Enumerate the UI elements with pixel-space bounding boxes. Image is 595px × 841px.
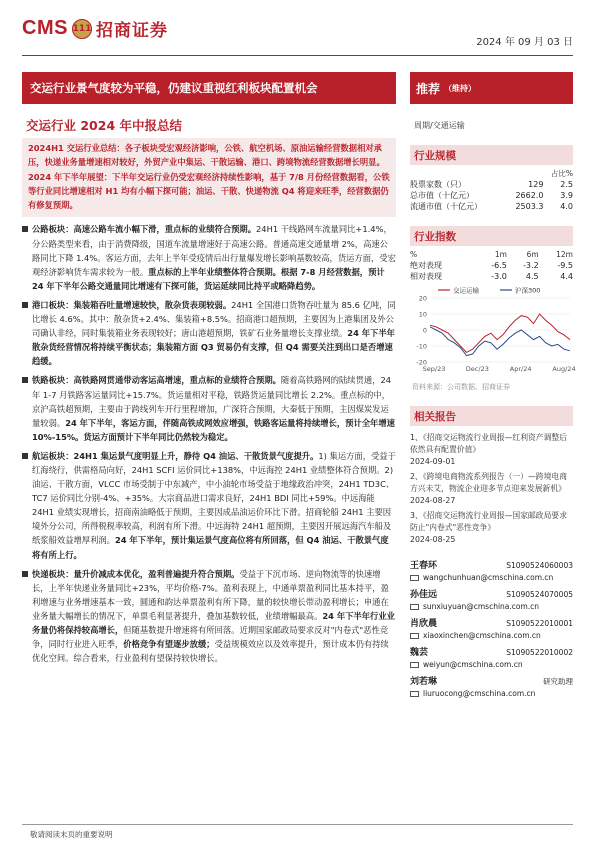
bullet-square-icon (22, 302, 28, 308)
bullet-square-icon (22, 226, 28, 232)
scale-table (410, 168, 573, 212)
chart-legend-label: 沪深300 (515, 286, 541, 295)
chart-legend-label: 交运运输 (453, 286, 479, 295)
header-divider (22, 55, 573, 56)
reports-section-title: 相关报告 (410, 406, 573, 426)
footer-disclaimer: 敬请阅读末页的重要说明 (30, 830, 113, 839)
para-shipping: 航运板块：24H1 集运景气度明显上升，静待 Q4 油运、干散货景气度提升。1) 集运方面，受益于红海绕行，供需格局向好，24H1 SCFI 运价同比+138%，中远海控 24H1 业绩整体符合预期。2) 油运、干散方面，VLCC 市场受制于中东减产，中小油轮市场受益于地缘政治冲突，24H1 TD3C、TC7 运价同比分别-4%、+35%。大宗商品进口需求良好，24H1 BDI 同比+59%。中远海能 24H1 业绩实现增长，招商南油略低于预期，主要因成品油运价环比下滑。招商轮船 24H1 主要因境外分公司，所得税税率较高，利润有所下滑。中远海特 24H1 超预期，主要因开展远海汽车船及纸浆船效益增厚利润。24 年下半年，预计集运景气度高位将有所回落，但 Q4 油运、干散景气度将有所上行。 (22, 449, 396, 562)
list-item[interactable]: 1、《招商交运物流行业周报—红利资产调整后依然具有配置价值》 2024-09-01 (410, 433, 567, 466)
footer-divider (22, 824, 573, 825)
para-highway: 公路板块：高速公路车流小幅下滑，重点标的业绩符合预期。24H1 干线路网车流量同比+1.4%，分公路类型来看，由于消费降级，国道车流量增速好于高速公路。普通高速交通量增 2%，高速公路同比下降 1.4%。客运方面，去年上半年受疫情后出行量爆发增长影响基数较高，货运方面，受宏观经济影响货车需求较为一般。重点标的上半年业绩整体符合预期。根据 7-8 月经营数据，预计 24 年下半年公路交通量同比增速有下探可能，货运延续同比持平或略降趋势。 (22, 222, 396, 292)
bullet-square-icon (22, 377, 28, 383)
table-row: 流通市值（十亿元） 2503.3 4.0 (410, 202, 573, 211)
chart-ytick-label: 10 (418, 310, 427, 319)
chart-ytick-label: 20 (418, 294, 427, 303)
chart-ytick-label: -20 (416, 358, 427, 367)
scale-section-title: 行业规模 (410, 145, 573, 165)
mail-icon (410, 633, 419, 639)
mail-icon (410, 662, 419, 668)
analyst-email[interactable]: weiyun@cmschina.com.cn (423, 660, 523, 669)
analyst-email[interactable]: xiaoxinchen@cmschina.com.cn (423, 631, 541, 640)
para-railway: 铁路板块：高铁路网贯通带动客运高增速，重点标的业绩符合预期。随着高铁路网的陆续贯通，24 年 1-7 月铁路客运量同比+15.7%。货运量相对平稳，铁路货运量同比增长 2.2%。重点标的中，京沪高铁超预期，主要由于跨线列车开行里程增加，广深符合预期，大秦低于预期，主因煤炭发运量较弱。24 年下半年，客运方面，伴随高铁成网效应增强，铁路客运量将持续增长，预计全年增速 10%-15%。货运方面预计下半年同比仍然较为稳定。 (22, 373, 396, 443)
industry-label: 周期/交通运输 (414, 121, 465, 130)
analyst-email[interactable]: sunxiuyuan@cmschina.com.cn (423, 602, 540, 611)
list-item[interactable]: 2、《跨境电商物流系列报告（一）—跨境电商方兴未艾，物流企业迎多节点迎来发展新机》 2024-08-27 (410, 472, 567, 505)
sidebar (410, 72, 576, 705)
para-express: 快递板块：量升价减成本优化，盈利普遍提升符合预期。受益于下沉市场、逆向物流等的快速增长，上半年快递业务量同比+23%，平均价格-7%。盈利表现上，中通单票盈利同比基本持平，盈利增速与业务增速基本一致，圆通和韵达单票盈利有所下降，量的较快增长带动盈利增长；申通在业务量大幅增长的情况下，单票毛利显著提升，叠加基数较低，业绩增幅最高。24 年下半年行业业务量仍将保持较高增长，但随基数提升增速将有所回落。近期国家邮政局要求反对"内卷式"恶性竞争，同时行业进入旺季，价格竞争有望逐步放缓；受益规模效应以及效率提升，预计成本仍有持续优化空间。综合看来，行业盈利有望保持较快增长。 (22, 567, 396, 666)
related-reports (410, 432, 573, 546)
bullet-square-icon (22, 453, 28, 459)
chart-xtick-label: Aug/24 (552, 365, 576, 373)
analyst-email[interactable]: liuruocong@cmschina.com.cn (423, 689, 536, 698)
rating-bar (410, 72, 573, 104)
list-item[interactable]: 3、《招商交运物流行业周报—国家邮政局要求防止"内卷式"恶性竞争》 2024-08-25 (410, 511, 567, 544)
logo-cn-text: 招商证券 (95, 21, 168, 41)
report-date: 2024 年 09 月 03 日 (476, 37, 573, 48)
para-port: 港口板块：集装箱吞吐量增速较快，散杂货表现较弱。24H1 全国港口货物吞吐量为 85.6 亿吨，同比增长 4.6%。其中：散杂货+2.4%、集装箱+8.5%。招商港口超预期，主要因为上港集团及外公司确认非经，同时集装箱业务表现较好；唐山港超预期，铁矿石业务量增长支撑业绩。24 年下半年散杂货经营情况将持续平衡状态；集装箱方面 Q3 贸易仍有支撑，但 Q4 需要关注到出口是否增速趋缓。 (22, 298, 396, 368)
chart-source: 资料来源：公司数据、招商证券 (412, 383, 510, 391)
index-chart-svg (410, 284, 576, 376)
table-row: 相对表现 -3.0 4.5 4.4 (410, 272, 573, 281)
index-section-title: 行业指数 (410, 226, 573, 246)
bullet-square-icon (22, 571, 28, 577)
chart-xtick-label: Dec/23 (465, 365, 489, 373)
report-title: 交运行业景气度较为平稳，仍建议重视红利板块配置机会 (22, 72, 396, 104)
chart-ytick-label: 0 (422, 326, 427, 335)
summary-2024h1: 2024H1 交运行业总结：各子板块受宏观经济影响，公铁、航空机场、原油运输经营数据相对承压，快递业务量增速相对较好，外贸产业中集运、干散运输、港口、跨境物流经营数据增长明显。 (28, 143, 385, 168)
report-subtitle: 交运行业 2024 年中报总结 (26, 118, 182, 133)
logo-badge-icon: 111 (72, 19, 92, 39)
chart-xtick-label: Apr/24 (509, 365, 532, 373)
index-table: % 1m 6m 12m 绝对表现 -6.5 -3.2 -9.5 相对表现 -3.0 4.5 4.4 (410, 250, 573, 281)
rating-value: 推荐 (416, 81, 441, 96)
logo-cms-text: CMS (22, 17, 68, 39)
table-row: 总市值（十亿元） 2662.0 3.9 (410, 191, 573, 200)
rating-note: （维持） (444, 83, 477, 93)
chart-ytick-label: -10 (416, 342, 427, 351)
table-row: 股票家数（只） 129 2.5 (410, 180, 573, 189)
summary-box (22, 138, 396, 217)
analyst-list: 王春环 S1090524060003 wangchunhuan@cmschina.com.cn 孙佳远 S1090524070005 sunxiuyuan@cmschina.com.cn 肖欣晨 S1090522010001 xiaoxinchen@cmschina.com.cn 魏芸 S1090522010002 weiyun@cmschina.com.cn 刘若琳 研究助理 liuruocong@cmschina.com.cn (410, 561, 573, 698)
main-body (22, 138, 396, 810)
index-chart (410, 284, 576, 380)
summary-outlook: 2024 年下半年展望：下半年交运行业仍受宏观经济持续性影响，基于 7/8 月份经营数据看，公铁等行业同比增速相对 H1 均有小幅下探可能；油运、干散、快递物流 Q4 将迎来旺季，经营数据仍有修复预期。 (28, 172, 390, 211)
table-row: 绝对表现 -6.5 -3.2 -9.5 (410, 261, 573, 270)
scale-pct-header: 占比% (550, 169, 573, 178)
mail-icon (410, 604, 419, 610)
analyst-email[interactable]: wangchunhuan@cmschina.com.cn (423, 573, 554, 582)
cms-logo (22, 16, 168, 41)
mail-icon (410, 575, 419, 581)
chart-xtick-label: Sep/23 (422, 365, 446, 373)
page-header (0, 0, 595, 62)
chart-series-line (430, 327, 570, 356)
mail-icon (410, 691, 419, 697)
